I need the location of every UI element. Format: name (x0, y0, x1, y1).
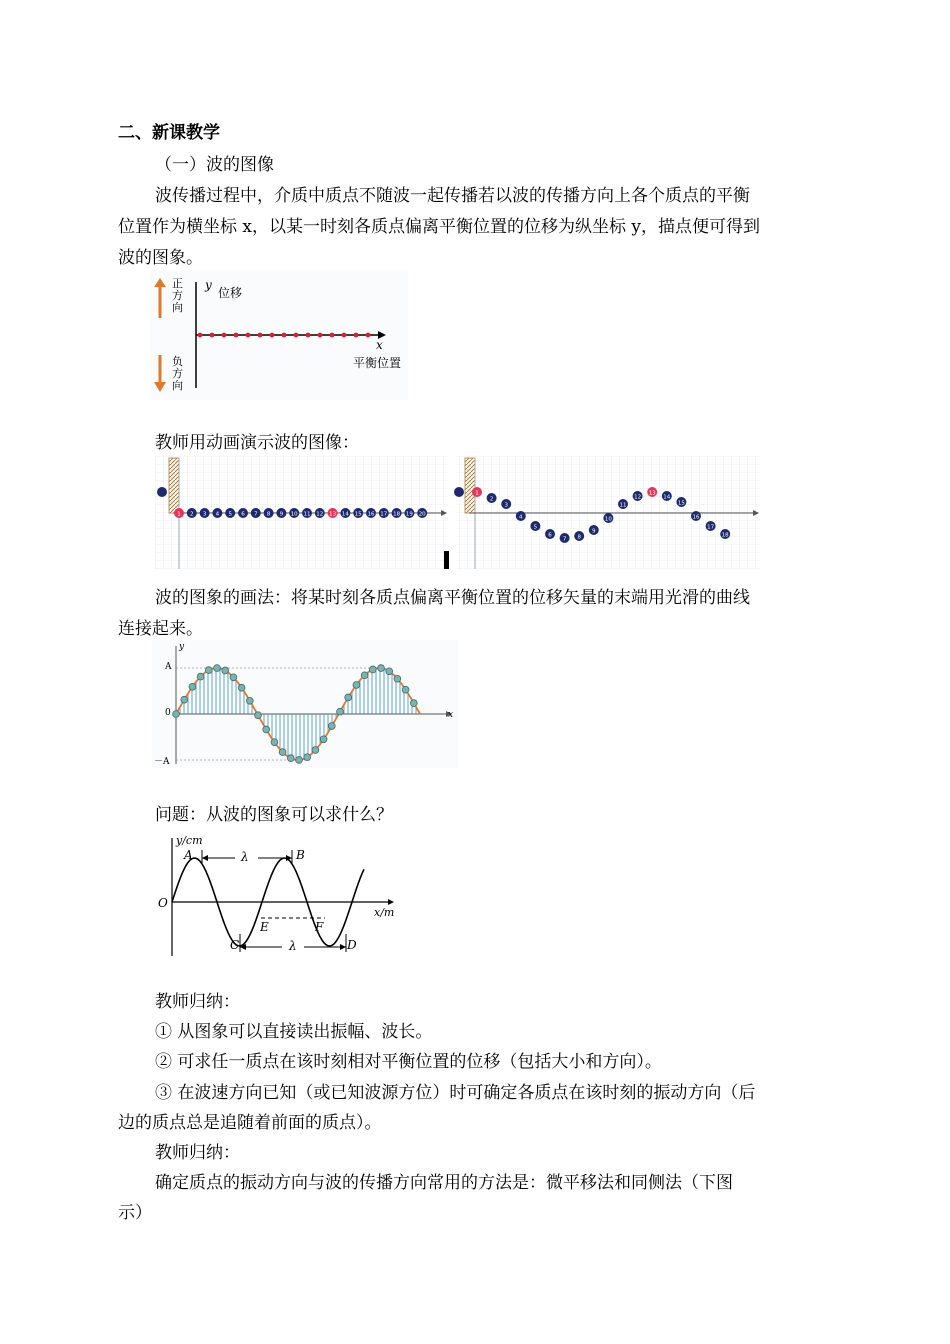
intro-line-1: 波传播过程中，介质中质点不随波一起传播若以波的传播方向上各个质点的平衡 (155, 186, 750, 206)
intro-line-3: 波的图象。 (118, 248, 203, 268)
summary1-item2: ② 可求任一质点在该时刻相对平衡位置的位移（包括大小和方向）。 (155, 1052, 662, 1072)
fig4-x-label: x/m (374, 906, 395, 919)
fig3-zero-label: 0 (165, 708, 171, 718)
bead-right-number: 4 (519, 514, 523, 521)
equilibrium-point (282, 333, 287, 338)
bead-right-number: 7 (562, 536, 567, 543)
fig4-y-label: y/cm (176, 834, 203, 847)
bead-left-number: 12 (316, 511, 324, 518)
source-bead (454, 487, 464, 497)
particle-bead (312, 747, 319, 754)
equilibrium-point (270, 333, 275, 338)
equilibrium-point (318, 333, 323, 338)
particle-bead (296, 757, 303, 764)
sub-heading: （一）波的图像 (155, 155, 274, 175)
bead-left-number: 8 (266, 511, 271, 518)
bead-left-number: 7 (254, 511, 258, 518)
fig1-x-caption: 平衡位置 (353, 356, 402, 370)
bead-left-number: 17 (380, 511, 388, 518)
fig3-neg-amplitude-label: －A (154, 757, 170, 767)
equilibrium-point (306, 333, 311, 338)
equilibrium-point (294, 333, 299, 338)
fig4-origin-label: O (158, 896, 168, 910)
particle-bead (222, 667, 229, 674)
bead-left-number: 9 (279, 511, 284, 518)
bead-left-number: 11 (303, 511, 311, 518)
particle-bead (287, 755, 294, 762)
particle-bead (353, 681, 360, 688)
equilibrium-point (198, 333, 203, 338)
summary2-title: 教师归纳： (155, 1143, 240, 1163)
particle-bead (255, 712, 262, 719)
equilibrium-point (354, 333, 359, 338)
bead-left-number: 16 (367, 511, 375, 518)
point-c-label: C (230, 938, 240, 952)
equilibrium-point (234, 333, 239, 338)
point-e-label: E (260, 920, 269, 934)
particle-bead (304, 754, 311, 761)
particle-bead (410, 700, 417, 707)
particle-bead (402, 686, 409, 693)
bead-right-number: 3 (504, 502, 508, 509)
summary1-item3-line1: ③ 在波速方向已知（或已知波源方位）时可确定各质点在该时刻的振动方向（后 (155, 1083, 756, 1103)
summary2-line2: 示） (118, 1203, 152, 1223)
bead-left-number: 20 (418, 511, 426, 518)
summary1-item3-line2: 边的质点总是追随着前面的质点）。 (118, 1113, 382, 1133)
equilibrium-point (258, 333, 263, 338)
bead-left-number: 5 (228, 511, 232, 518)
bead-left-number: 2 (190, 511, 194, 518)
figure-sine-stems (152, 640, 458, 768)
equilibrium-point (222, 333, 227, 338)
summary1-title: 教师归纳： (155, 992, 240, 1012)
bead-right-number: 18 (721, 532, 729, 539)
bead-right-number: 8 (577, 534, 581, 541)
particle-bead (271, 739, 278, 746)
equilibrium-point (330, 333, 335, 338)
equilibrium-point (342, 333, 347, 338)
teacher-animation-text: 教师用动画演示波的图像： (155, 433, 359, 453)
bead-left-number: 15 (354, 511, 362, 518)
question-text: 问题：从波的图象可以求什么？ (155, 805, 393, 825)
bead-left-number: 14 (341, 511, 349, 518)
particle-bead (328, 723, 335, 730)
particle-bead (214, 665, 221, 672)
fig1-y-label: y (205, 278, 212, 292)
bead-left-number: 6 (241, 511, 245, 518)
bead-left-number: 18 (393, 511, 401, 518)
particle-bead (173, 711, 180, 718)
bead-right-number: 14 (663, 494, 671, 501)
bead-right-number: 2 (489, 496, 494, 503)
particle-bead (205, 667, 212, 674)
lambda-bottom-label: λ (289, 939, 297, 953)
figure-wave-animation (155, 456, 760, 571)
particle-bead (345, 694, 352, 701)
fig3-x-label: x (448, 710, 454, 720)
particle-bead (230, 674, 237, 681)
point-b-label: B (296, 848, 305, 862)
fig3-y-label: y (179, 642, 185, 652)
particle-bead (246, 697, 253, 704)
particle-bead (181, 696, 188, 703)
bead-left-number: 19 (405, 511, 413, 518)
point-d-label: D (347, 938, 357, 952)
particle-bead (378, 665, 385, 672)
intro-line-2: 位置作为横坐标 x，以某一时刻各质点偏离平衡位置的位移为纵坐标 y，描点便可得到 (118, 217, 760, 237)
bead-right-number: 9 (592, 528, 596, 535)
bead-right-number: 12 (634, 494, 642, 501)
equilibrium-point (366, 333, 371, 338)
bead-right-number: 11 (619, 502, 627, 509)
summary1-item1: ① 从图象可以直接读出振幅、波长。 (155, 1022, 433, 1042)
summary2-line1: 确定质点的振动方向与波的传播方向常用的方法是：微平移法和同侧法（下图 (155, 1173, 733, 1193)
bead-right-number: 10 (604, 516, 612, 523)
point-a-label: A (184, 848, 193, 862)
equilibrium-point (210, 333, 215, 338)
particle-bead (197, 673, 204, 680)
up-direction-label: 正方向 (172, 277, 183, 314)
bead-right-number: 15 (677, 500, 685, 507)
section-heading: 二、新课教学 (118, 123, 220, 143)
drawing-method-line-2: 连接起来。 (118, 619, 203, 639)
down-direction-label: 负方向 (172, 355, 183, 392)
bead-left-number: 10 (290, 511, 298, 518)
bead-right-number: 16 (692, 514, 700, 521)
fig3-amplitude-label: A (165, 662, 172, 672)
particle-bead (263, 726, 270, 733)
point-f-label: F (315, 920, 324, 934)
particle-bead (320, 736, 327, 743)
particle-bead (361, 672, 368, 679)
figure-wavelength-diagram (150, 830, 420, 960)
fig1-y-caption: 位移 (218, 286, 243, 300)
bead-left-number: 4 (215, 511, 220, 518)
particle-bead (189, 683, 196, 690)
bead-right-number: 6 (548, 532, 552, 539)
figure-equilibrium-axes (150, 270, 408, 400)
bead-left-number: 3 (202, 511, 207, 518)
bead-right-number: 17 (707, 524, 715, 531)
particle-bead (369, 666, 376, 673)
drawing-method-line-1: 波的图象的画法：将某时刻各质点偏离平衡位置的位移矢量的末端用光滑的曲线 (155, 588, 750, 608)
equilibrium-point (246, 333, 251, 338)
particle-bead (386, 668, 393, 675)
particle-bead (394, 675, 401, 682)
bead-right-number: 13 (648, 490, 656, 497)
lambda-top-label: λ (241, 850, 249, 864)
bead-right-number: 5 (533, 524, 538, 531)
fig1-x-label: x (376, 338, 383, 352)
source-bead (157, 487, 167, 497)
particle-bead (337, 708, 344, 715)
particle-bead (238, 684, 245, 691)
particle-bead (279, 749, 286, 756)
bead-left-number: 1 (177, 511, 181, 518)
bead-right-number: 1 (475, 490, 479, 497)
bead-left-number: 13 (329, 511, 337, 518)
